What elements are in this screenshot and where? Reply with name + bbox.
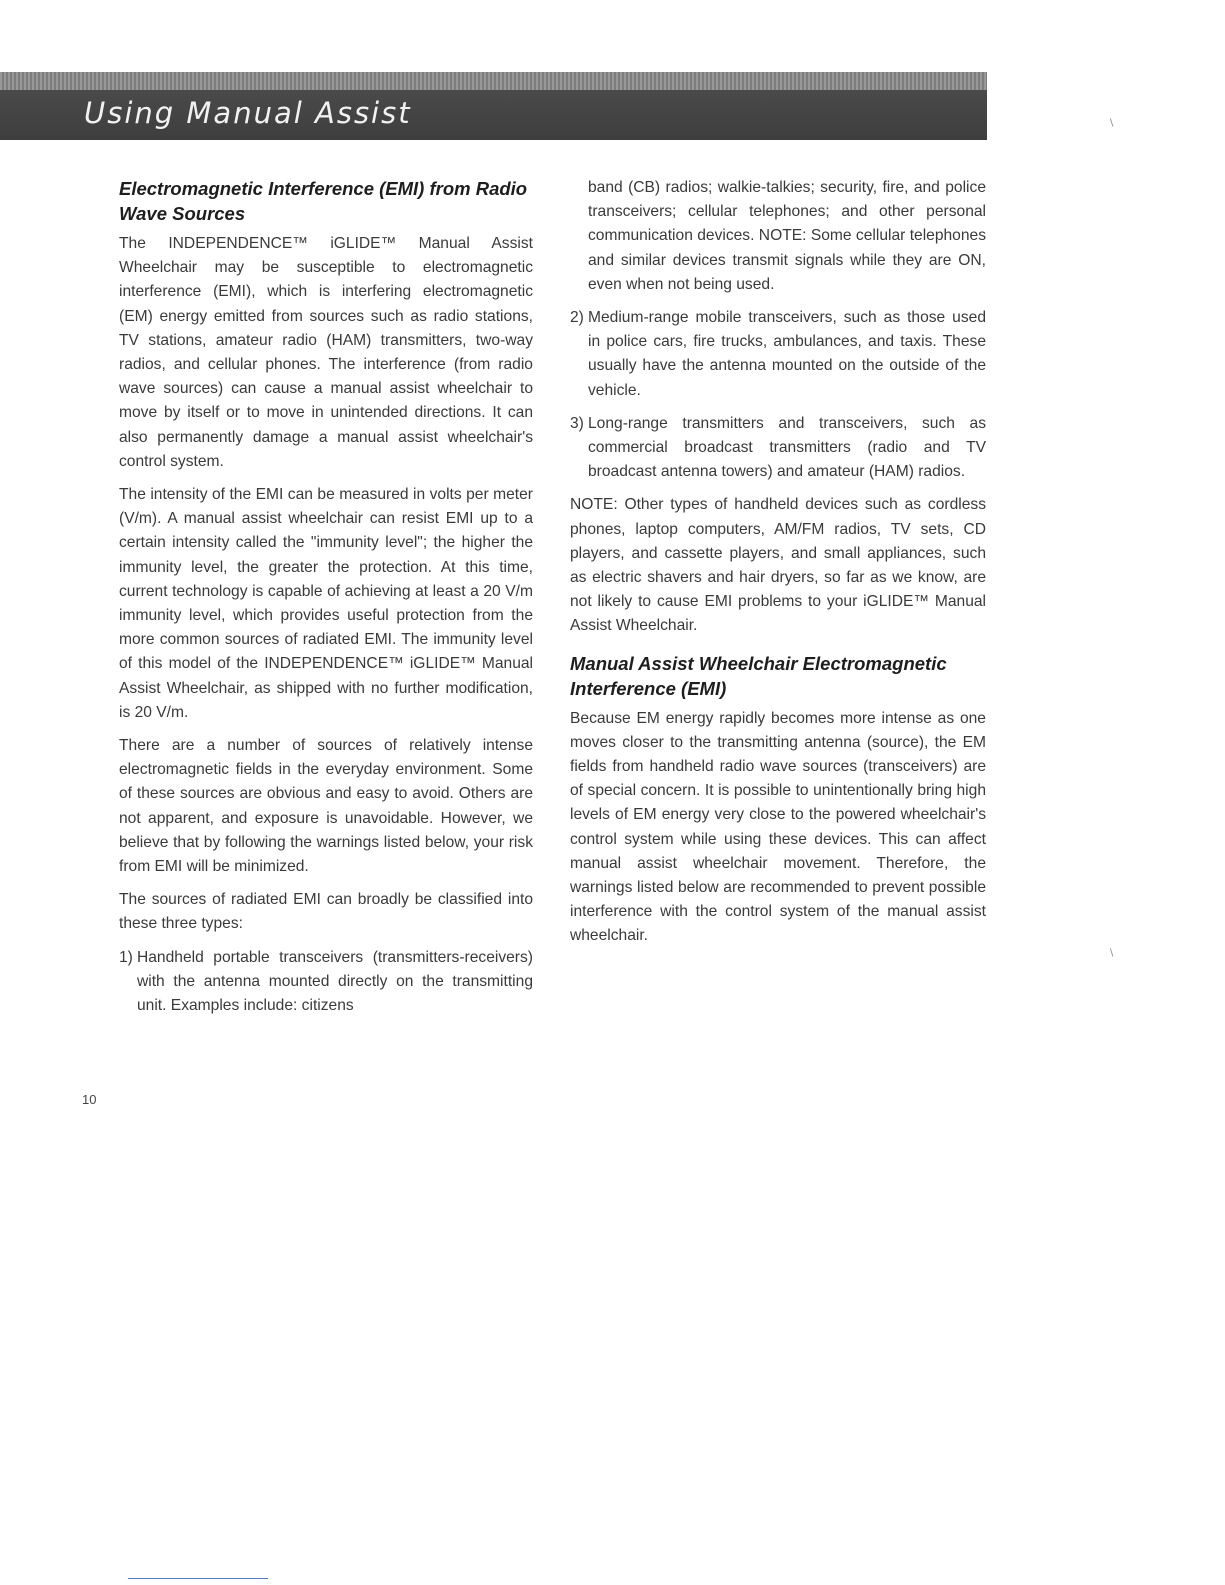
list-item-2	[570, 306, 986, 403]
right-paragraph: Because EM energy rapidly becomes more intense as one moves closer to the transmitting antenna (source), the EM fields from handheld radio wave sources (transceivers) are of special concern. It is possible to unintentionally bring high levels of EM energy very close to the powered wheelchair's control system while using these devices. This can affect manual assist wheelchair movement. Therefore, the warnings listed below are recommended to prevent possible interference with the control system of the manual assist wheelchair.	[570, 709, 986, 945]
note-paragraph: NOTE: Other types of handheld devices such as cordless phones, laptop computers, AM/FM radios, TV sets, CD players, and cassette players, and small appliances, such as electric shavers and hair dryers, so far as we know, are not likely to cause EMI problems to your iGLIDE™ Manual Assist Wheelchair.	[570, 496, 986, 635]
left-paragraph-1: The INDEPENDENCE™ iGLIDE™ Manual Assist Wheelchair may be susceptible to electromagnetic interference (EMI), which is interfering electromagnetic (EM) energy emitted from sources such as radio stations, TV stations, amateur radio (HAM) transmitters, two-way radios, and cellular phones. The interference (from radio wave sources) can cause a manual assist wheelchair to move by itself or to move in unintended directions. It can also permanently damage a manual assist wheelchair's control system.	[119, 235, 533, 470]
left-heading: Electromagnetic Interference (EMI) from Radio Wave Sources	[119, 178, 528, 224]
list-item-3	[570, 412, 986, 485]
section-title: Using Manual Assist	[84, 96, 412, 130]
list-item-1-text: Handheld portable transceivers (transmitters-receivers) with the antenna mounted directly on the transmitting unit. Examples include: citizens	[137, 948, 533, 1015]
list-item-1	[119, 946, 533, 1019]
scan-speck: ∖	[1108, 948, 1115, 959]
list-item-2-number: 2)	[570, 309, 584, 327]
list-item-1-continuation: band (CB) radios; walkie-talkies; security, fire, and police transceivers; cellular telephones; and other personal communication devices. NOTE: Some cellular telephones and similar devices transmit signals while they are ON, even when not being used.	[588, 179, 986, 293]
list-item-3-number: 3)	[570, 414, 584, 432]
list-item-1-number: 1)	[119, 948, 133, 966]
left-paragraph-3: There are a number of sources of relatively intense electromagnetic fields in the everyday environment. Some of these sources are obvious and easy to avoid. Others are not apparent, and exposure is unavoidable. However, we believe that by following the warnings listed below, your risk from EMI will be minimized.	[119, 737, 533, 876]
left-column	[119, 176, 533, 1027]
right-heading: Manual Assist Wheelchair Electromagnetic Interference (EMI)	[570, 652, 947, 699]
list-item-2-text: Medium-range mobile transceivers, such as those used in police cars, fire trucks, ambulances, and taxis. These usually have the antenna mounted on the outside of the vehicle.	[588, 309, 986, 399]
header-stripe	[0, 72, 987, 90]
scan-speck: ∖	[1108, 118, 1115, 129]
page-number: 10	[82, 1092, 97, 1107]
list-item-3-text: Long-range transmitters and transceivers, such as commercial broadcast transmitters (radio and TV broadcast antenna towers) and amateur (HAM) radios.	[588, 414, 986, 481]
left-paragraph-2: The intensity of the EMI can be measured in volts per meter (V/m). A manual assist wheelchair can resist EMI up to a certain intensity called the "immunity level"; the higher the immunity level, the greater the protection. At this time, current technology is capable of achieving at least a 20 V/m immunity level, which provides useful protection from the more common sources of radiated EMI. The immunity level of this model of the INDEPENDENCE™ iGLIDE™ Manual Assist Wheelchair, as shipped with no further modification, is 20 V/m.	[119, 486, 533, 721]
left-paragraph-4: The sources of radiated EMI can broadly be classified into these three types:	[119, 891, 533, 933]
section-header-bar	[0, 72, 987, 140]
bottom-rule	[128, 1578, 268, 1579]
right-column	[570, 176, 986, 958]
